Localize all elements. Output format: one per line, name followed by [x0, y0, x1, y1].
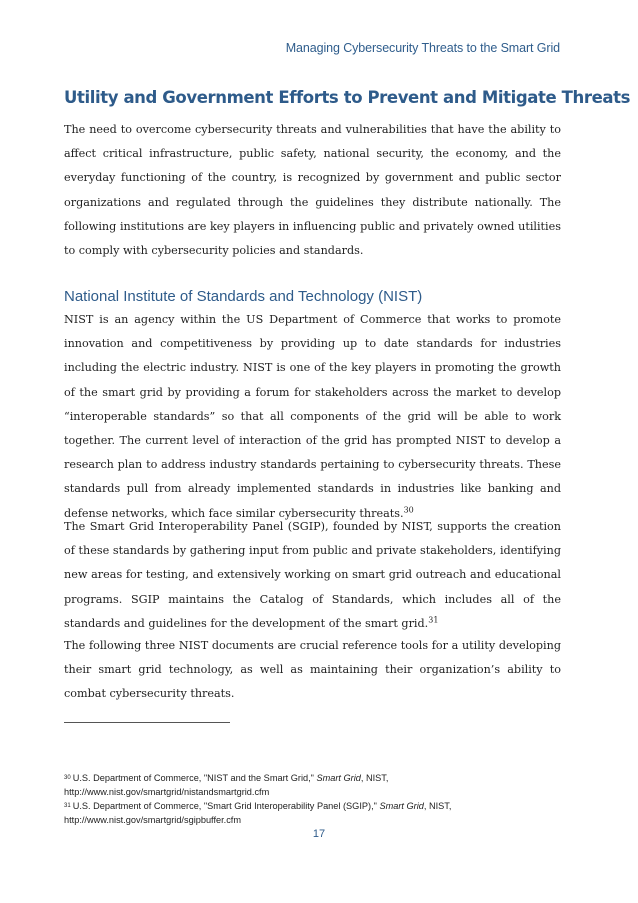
- footnote-citation-tail: , NIST,: [360, 773, 389, 783]
- section-heading: Utility and Government Efforts to Prevent and Mitigate Threats: [64, 88, 631, 107]
- footnote-italic: Smart Grid: [379, 801, 424, 811]
- sgip-paragraph: [64, 515, 561, 636]
- footnote-url[interactable]: http://www.nist.gov/smartgrid/nistandsmartgrid.cfm: [64, 787, 270, 797]
- footnote-citation: U.S. Department of Commerce, "NIST and the Smart Grid,": [72, 773, 317, 783]
- nist-paragraph-text: NIST is an agency within the US Department of Commerce that works to promote innovation and competitiveness by providing up to date standards for industries including the electric industry. NIST is one of the key players in promoting the growth of the smart grid by providing a forum for stakeholders across the market to develop “interoperable standards” so that all components of the grid will be able to work together. The current level of interaction of the grid has prompted NIST to develop a research plan to address industry standards pertaining to cybersecurity threats. These standards pull from already implemented standards in industries like banking and defense networks, which face similar cybersecurity threats.: [64, 313, 561, 520]
- footnote-divider: [64, 722, 230, 723]
- footnote-url[interactable]: http://www.nist.gov/smartgrid/sgipbuffer.cfm: [64, 815, 242, 825]
- footnote-citation-tail: , NIST,: [423, 801, 452, 811]
- running-header: Managing Cybersecurity Threats to the Smart Grid: [285, 41, 560, 55]
- nist-paragraph: [64, 308, 561, 526]
- documents-paragraph: The following three NIST documents are crucial reference tools for a utility developing their smart grid technology, as well as maintaining their organization’s ability to combat cybersecurity threats.: [64, 639, 561, 701]
- footnote-ref-30[interactable]: 30: [403, 504, 414, 514]
- page-number: 17: [312, 828, 326, 840]
- footnote-number: 31: [64, 803, 71, 809]
- footnote-italic: Smart Grid: [316, 773, 361, 783]
- sgip-paragraph-text: The Smart Grid Interoperability Panel (SGIP), founded by NIST, supports the creation of these standards by gathering input from public and private stakeholders, identifying new areas for testing, and extensively working on smart grid outreach and educational programs. SGIP maintains the Catalog of Standards, which includes all of the standards and guidelines for the development of the smart grid.: [64, 520, 561, 630]
- intro-paragraph: The need to overcome cybersecurity threats and vulnerabilities that have the ability to affect critical infrastructure, public safety, national security, the economy, and the everyday functioning of the country, is recognized by government and public sector organizations and regulated through the guidelines they distribute nationally. The following institutions are key players in influencing public and privately owned utilities to comply with cybersecurity policies and standards.: [64, 123, 561, 258]
- footnote-citation: U.S. Department of Commerce, "Smart Grid Interoperability Panel (SGIP),": [72, 801, 380, 811]
- footnote-number: 30: [64, 775, 71, 781]
- subsection-heading: National Institute of Standards and Technology (NIST): [64, 288, 423, 305]
- footnote-30: [64, 771, 564, 799]
- footnote-31: [64, 799, 564, 827]
- footnote-ref-31[interactable]: 31: [428, 615, 439, 625]
